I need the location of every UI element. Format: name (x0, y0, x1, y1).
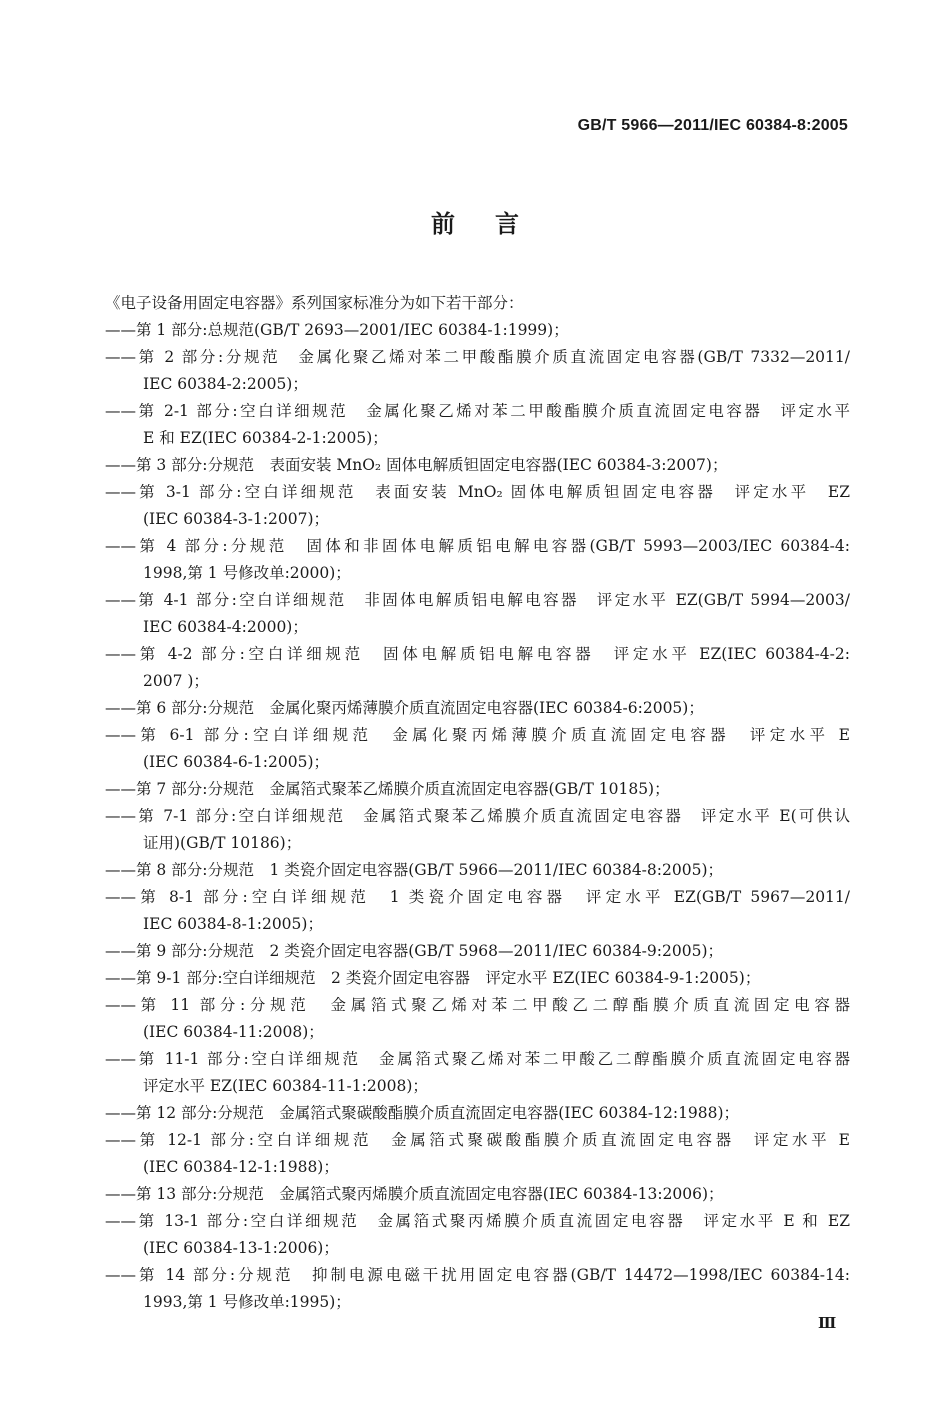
list-item (105, 1208, 850, 1262)
list-item (105, 1046, 850, 1100)
list-item (105, 1100, 850, 1127)
list-item (105, 803, 850, 857)
page-number: Ⅲ (818, 1314, 837, 1332)
list-item (105, 641, 850, 695)
list-item-continuation: IEC 60384-8-1:2005)； (143, 915, 323, 933)
list-item-text: ——第 7-1 部分:空白详细规范 金属箔式聚苯乙烯膜介质直流固定电容器 评定水平 E(可供认 (105, 807, 850, 825)
list-item (105, 1262, 850, 1316)
list-item-continuation: 证用)(GB/T 10186)； (143, 834, 302, 852)
list-item-continuation: 1998,第 1 号修改单:2000)； (143, 564, 351, 582)
list-item-text: ——第 9 部分:分规范 2 类瓷介固定电容器(GB/T 5968—2011/IEC 60384-9:2005)； (105, 942, 723, 960)
list-item (105, 722, 850, 776)
list-item (105, 1127, 850, 1181)
list-item-text: ——第 2 部分:分规范 金属化聚乙烯对苯二甲酸酯膜介质直流固定电容器(GB/T 7332—2011/ (105, 348, 850, 366)
list-item-text: ——第 14 部分:分规范 抑制电源电磁干扰用固定电容器(GB/T 14472—1998/IEC 60384-14: (105, 1266, 850, 1284)
list-item (105, 317, 850, 344)
list-item-continuation: 评定水平 EZ(IEC 60384-11-1:2008)； (143, 1077, 428, 1095)
list-item (105, 938, 850, 965)
list-item (105, 992, 850, 1046)
list-item-text: ——第 1 部分:总规范(GB/T 2693—2001/IEC 60384-1:1999)； (105, 321, 569, 339)
list-item-continuation: (IEC 60384-13-1:2006)； (143, 1239, 339, 1257)
list-item-text: ——第 3 部分:分规范 表面安装 MnO₂ 固体电解质钽固定电容器(IEC 60384-3:2007)； (105, 456, 728, 474)
list-item (105, 857, 850, 884)
parts-list (105, 317, 850, 1316)
list-item (105, 587, 850, 641)
page-title: 前言 (431, 209, 559, 238)
list-item-text: ——第 6-1 部分:空白详细规范 金属化聚丙烯薄膜介质直流固定电容器 评定水平 E (105, 726, 850, 744)
list-item-text: ——第 11 部分:分规范 金属箔式聚乙烯对苯二甲酸乙二醇酯膜介质直流固定电容器 (105, 996, 850, 1014)
list-item (105, 776, 850, 803)
intro-paragraph: 《电子设备用固定电容器》系列国家标准分为如下若干部分： (105, 294, 524, 312)
list-item (105, 695, 850, 722)
list-item (105, 1181, 850, 1208)
list-item-continuation: 2007 )； (143, 672, 209, 690)
list-item-continuation: (IEC 60384-11:2008)； (143, 1023, 324, 1041)
list-item-text: ——第 2-1 部分:空白详细规范 金属化聚乙烯对苯二甲酸酯膜介质直流固定电容器 评定水平 (105, 402, 850, 420)
list-item (105, 479, 850, 533)
standard-code-header: GB/T 5966—2011/IEC 60384-8:2005 (577, 117, 848, 134)
list-item (105, 533, 850, 587)
list-item-continuation: IEC 60384-2:2005)； (143, 375, 308, 393)
list-item-text: ——第 11-1 部分:空白详细规范 金属箔式聚乙烯对苯二甲酸乙二醇酯膜介质直流固定电容器 (105, 1050, 850, 1068)
list-item-text: ——第 12 部分:分规范 金属箔式聚碳酸酯膜介质直流固定电容器(IEC 60384-12:1988)； (105, 1104, 740, 1122)
list-item-continuation: (IEC 60384-3-1:2007)； (143, 510, 329, 528)
document-body (105, 290, 850, 1316)
list-item-text: ——第 4-1 部分:空白详细规范 非固体电解质铝电解电容器 评定水平 EZ(GB/T 5994—2003/ (105, 591, 850, 609)
list-item-continuation: (IEC 60384-12-1:1988)； (143, 1158, 339, 1176)
list-item-continuation: IEC 60384-4:2000)； (143, 618, 308, 636)
list-item-text: ——第 4-2 部分:空白详细规范 固体电解质铝电解电容器 评定水平 EZ(IEC 60384-4-2: (105, 645, 850, 663)
list-item-text: ——第 9-1 部分:空白详细规范 2 类瓷介固定电容器 评定水平 EZ(IEC 60384-9-1:2005)； (105, 969, 761, 987)
list-item-text: ——第 8 部分:分规范 1 类瓷介固定电容器(GB/T 5966—2011/IEC 60384-8:2005)； (105, 861, 723, 879)
list-item (105, 452, 850, 479)
list-item-continuation: E 和 EZ(IEC 60384-2-1:2005)； (143, 429, 388, 447)
list-item-text: ——第 8-1 部分:空白详细规范 1 类瓷介固定电容器 评定水平 EZ(GB/T 5967—2011/ (105, 888, 850, 906)
list-item (105, 884, 850, 938)
list-item-text: ——第 13 部分:分规范 金属箔式聚丙烯膜介质直流固定电容器(IEC 60384-13:2006)； (105, 1185, 724, 1203)
list-item-continuation: 1993,第 1 号修改单:1995)； (143, 1293, 351, 1311)
list-item-text: ——第 4 部分:分规范 固体和非固体电解质铝电解电容器(GB/T 5993—2003/IEC 60384-4: (105, 537, 850, 555)
list-item-text: ——第 3-1 部分:空白详细规范 表面安装 MnO₂ 固体电解质钽固定电容器 评定水平 EZ (105, 483, 850, 501)
list-item (105, 344, 850, 398)
list-item-text: ——第 12-1 部分:空白详细规范 金属箔式聚碳酸酯膜介质直流固定电容器 评定水平 E (105, 1131, 850, 1149)
list-item-continuation: (IEC 60384-6-1:2005)； (143, 753, 329, 771)
list-item-text: ——第 6 部分:分规范 金属化聚丙烯薄膜介质直流固定电容器(IEC 60384-6:2005)； (105, 699, 704, 717)
list-item (105, 965, 850, 992)
list-item (105, 398, 850, 452)
list-item-text: ——第 7 部分:分规范 金属箔式聚苯乙烯膜介质直流固定电容器(GB/T 10185)； (105, 780, 670, 798)
list-item-text: ——第 13-1 部分:空白详细规范 金属箔式聚丙烯膜介质直流固定电容器 评定水平 E 和 EZ (105, 1212, 850, 1230)
